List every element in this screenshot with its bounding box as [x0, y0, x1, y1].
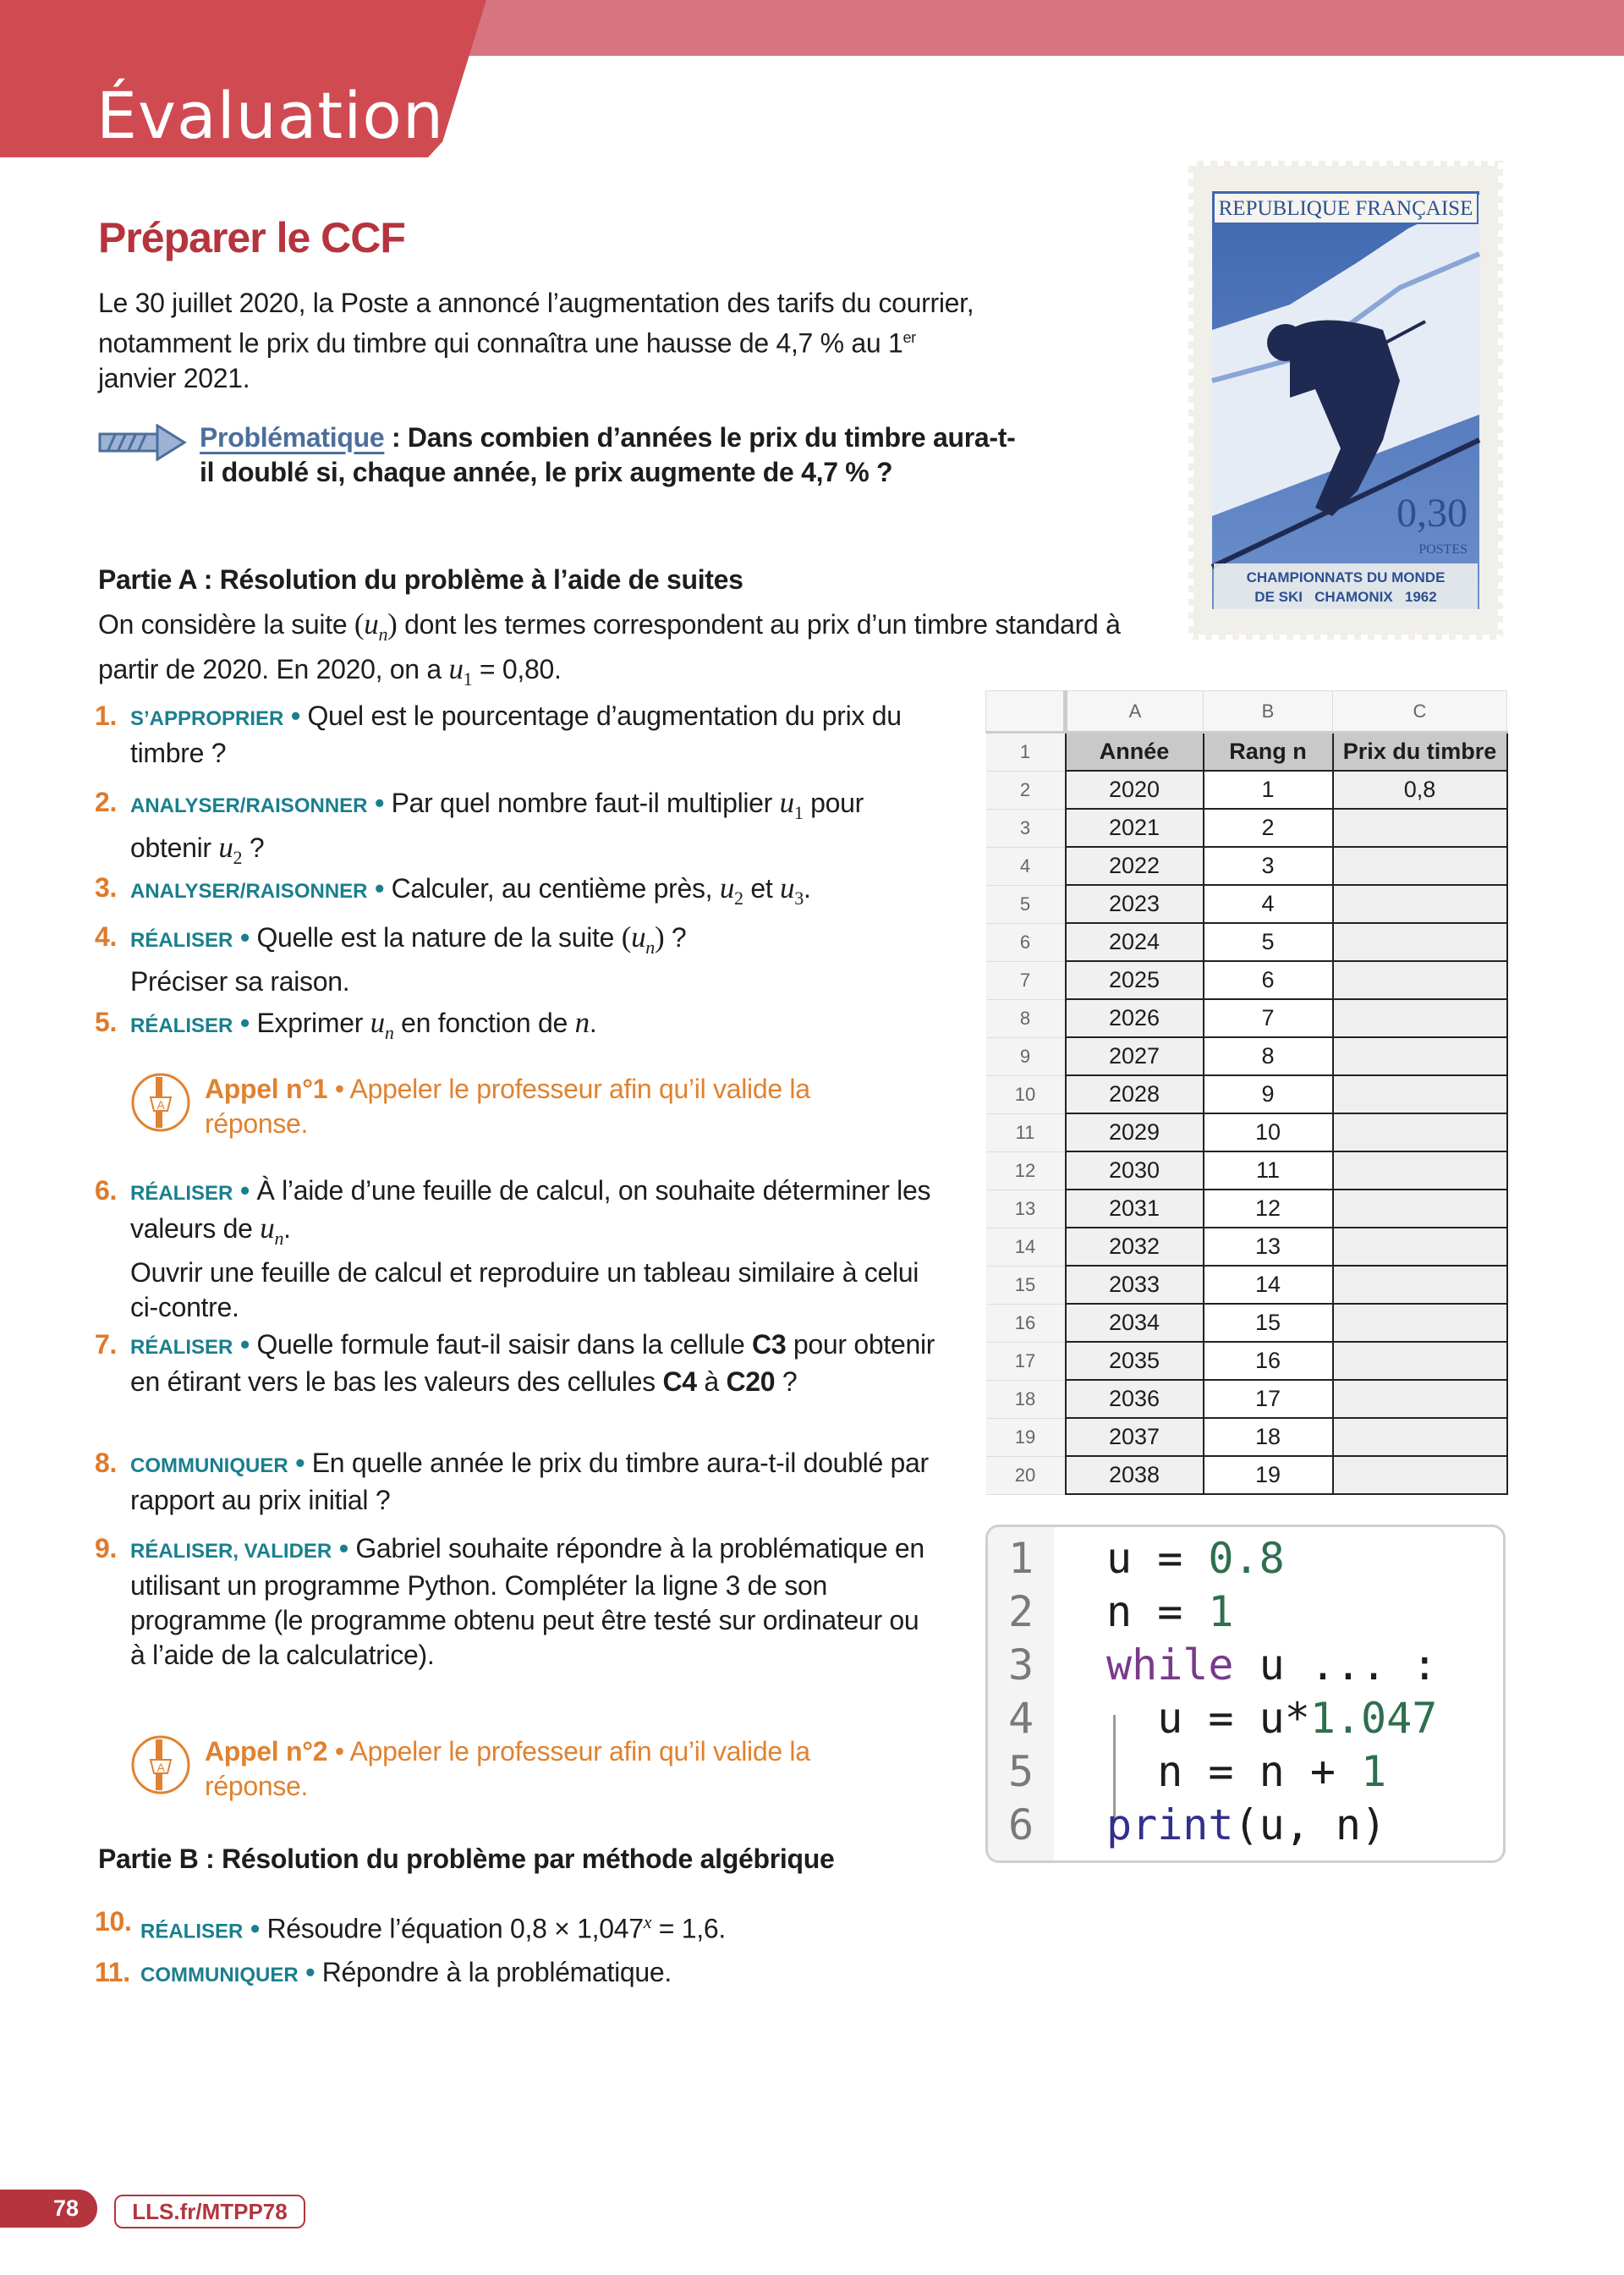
- table-cell: 2035: [1066, 1342, 1204, 1380]
- corner-cell: [986, 691, 1066, 733]
- table-cell: 2032: [1066, 1228, 1204, 1266]
- row-number: 15: [986, 1266, 1066, 1304]
- section-title: Évaluation: [96, 78, 445, 153]
- table-cell: 2027: [1066, 1037, 1204, 1075]
- question-1: 1. S’APPROPRIER • Quel est le pourcentage d’augmentation du prix du timbre ?: [95, 701, 902, 768]
- question-3: 3. ANALYSER/RAISONNER • Calculer, au centième près, $u_2$ et $u_3$.: [95, 871, 811, 909]
- line-number: 6: [1007, 1800, 1034, 1849]
- ski-stamp-image: [1188, 161, 1503, 640]
- table-cell: 2025: [1066, 961, 1204, 999]
- code-line-1: u = 0.8: [1106, 1534, 1285, 1583]
- table-cell: [1333, 1151, 1507, 1190]
- table-cell: 2026: [1066, 999, 1204, 1037]
- python-code-block: [985, 1525, 1506, 1863]
- table-cell: 14: [1204, 1266, 1333, 1304]
- column-header-row: [986, 691, 1507, 733]
- question-9: 9. RÉALISER, VALIDER • Gabriel souhaite répondre à la problématique en utilisant un programme Python. Compléter la ligne 3 de son programme (le programme obtenu peut être testé sur ordinateur ou à l’aide de la calculatrice).: [95, 1533, 924, 1670]
- table-row: [986, 1304, 1507, 1342]
- table-row: [986, 1151, 1507, 1190]
- row-number: 5: [986, 885, 1066, 923]
- row-number: 9: [986, 1037, 1066, 1075]
- part-b-title: Partie B : Résolution du problème par méthode algébrique: [98, 1844, 835, 1874]
- table-row: [986, 771, 1507, 809]
- header-cell: Prix du timbre: [1333, 733, 1507, 772]
- table-row: [986, 1418, 1507, 1456]
- table-cell: 7: [1204, 999, 1333, 1037]
- table-cell: 5: [1204, 923, 1333, 961]
- table-cell: 4: [1204, 885, 1333, 923]
- table-cell: [1333, 1304, 1507, 1342]
- table-row: [986, 1456, 1507, 1494]
- table-cell: 19: [1204, 1456, 1333, 1494]
- table-row: [986, 1037, 1507, 1075]
- table-cell: 2028: [1066, 1075, 1204, 1113]
- table-cell: [1333, 1418, 1507, 1456]
- line-number: 3: [1007, 1640, 1034, 1690]
- table-row: [986, 1266, 1507, 1304]
- table-row: [986, 961, 1507, 999]
- column-header-C: C: [1333, 691, 1507, 733]
- table-cell: 9: [1204, 1075, 1333, 1113]
- row-number: 13: [986, 1190, 1066, 1228]
- table-cell: 2031: [1066, 1190, 1204, 1228]
- row-number: 12: [986, 1151, 1066, 1190]
- question-5: 5. RÉALISER • Exprimer $u_n$ en fonction de n.: [95, 1006, 597, 1043]
- row-number: 8: [986, 999, 1066, 1037]
- table-cell: [1333, 923, 1507, 961]
- table-cell: 2029: [1066, 1113, 1204, 1151]
- table-row: [986, 1113, 1507, 1151]
- table-cell: [1333, 847, 1507, 885]
- table-cell: [1333, 961, 1507, 999]
- row-number: 10: [986, 1075, 1066, 1113]
- stamp-caption-1: CHAMPIONNATS DU MONDE: [1246, 569, 1446, 585]
- row-number: 20: [986, 1456, 1066, 1494]
- part-a-title: Partie A : Résolution du problème à l’aide de suites: [98, 564, 743, 595]
- line-number: 2: [1007, 1587, 1034, 1636]
- appel-1: A Appel n°1 • Appeler le professeur afin qu’il valide la réponse.: [130, 1072, 908, 1141]
- header-cell: Année: [1066, 733, 1204, 772]
- row-number: 11: [986, 1113, 1066, 1151]
- code-line-2: n = 1: [1106, 1587, 1234, 1636]
- line-number: 5: [1007, 1747, 1034, 1796]
- spreadsheet-table: [985, 690, 1508, 1495]
- table-row: [986, 923, 1507, 961]
- teacher-call-icon: [130, 1734, 191, 1795]
- row-number: 18: [986, 1380, 1066, 1418]
- row-number: 19: [986, 1418, 1066, 1456]
- part-a-text: On considère la suite $(u_n)$ dont les termes correspondent au prix d’un timbre standard à partir de 2020. En 2020, on a $u_1 = 0,80$.: [98, 607, 1121, 690]
- header-cell: Rang n: [1204, 733, 1333, 772]
- table-cell: 6: [1204, 961, 1333, 999]
- table-cell: 2030: [1066, 1151, 1204, 1190]
- row-number: 7: [986, 961, 1066, 999]
- table-cell: 2033: [1066, 1266, 1204, 1304]
- table-cell: [1333, 1228, 1507, 1266]
- table-cell: 0,8: [1333, 771, 1507, 809]
- line-number: 1: [1007, 1534, 1034, 1583]
- table-cell: 17: [1204, 1380, 1333, 1418]
- teacher-call-icon: [130, 1072, 191, 1133]
- stamp-caption-2: DE SKI CHAMONIX 1962: [1254, 589, 1437, 605]
- table-cell: [1333, 1190, 1507, 1228]
- question-7: 7. RÉALISER • Quelle formule faut-il saisir dans la cellule C3 pour obtenir en étirant vers le bas les valeurs des cellules C4 à C20 ?: [95, 1329, 935, 1397]
- row-number: 3: [986, 809, 1066, 847]
- table-row: [986, 847, 1507, 885]
- table-row: [986, 1190, 1507, 1228]
- stamp-value: 0,30: [1396, 491, 1468, 536]
- table-row: [986, 809, 1507, 847]
- table-row: [986, 1075, 1507, 1113]
- table-cell: [1333, 1075, 1507, 1113]
- table-cell: 2023: [1066, 885, 1204, 923]
- row-number: 6: [986, 923, 1066, 961]
- table-row: [986, 999, 1507, 1037]
- code-line-5: n = n + 1: [1106, 1747, 1387, 1796]
- stamp-postes: POSTES: [1418, 542, 1468, 557]
- table-cell: 12: [1204, 1190, 1333, 1228]
- problematique-label: Problématique: [200, 422, 385, 453]
- table-row: [986, 1380, 1507, 1418]
- table-cell: [1333, 1456, 1507, 1494]
- code-line-3: while u ... :: [1106, 1640, 1438, 1690]
- code-line-4: u = u*1.047: [1106, 1694, 1438, 1743]
- table-row: [986, 1228, 1507, 1266]
- table-cell: [1333, 809, 1507, 847]
- page-title: Préparer le CCF: [98, 214, 405, 261]
- question-8: 8. COMMUNIQUER • En quelle année le prix du timbre aura-t-il doublé par rapport au prix initial ?: [95, 1448, 929, 1515]
- intro-paragraph: Le 30 juillet 2020, la Poste a annoncé l’augmentation des tarifs du courrier, notamment le prix du timbre qui connaîtra une hausse de 4,7 % au 1er janvier 2021.: [98, 288, 974, 393]
- stamp-country: REPUBLIQUE FRANÇAISE: [1218, 197, 1473, 220]
- question-4: 4. RÉALISER • Quelle est la nature de la suite $(u_n)$ ? Préciser sa raison.: [95, 920, 687, 997]
- code-line-6: print(u, n): [1106, 1800, 1387, 1849]
- resource-link[interactable]: LLS.fr/MTPP78: [114, 2195, 305, 2228]
- row-number: 1: [986, 733, 1066, 772]
- table-cell: 2: [1204, 809, 1333, 847]
- table-cell: [1333, 999, 1507, 1037]
- table-row: [986, 1342, 1507, 1380]
- table-cell: [1333, 1113, 1507, 1151]
- table-cell: 2022: [1066, 847, 1204, 885]
- row-number: 4: [986, 847, 1066, 885]
- line-number: 4: [1007, 1694, 1034, 1743]
- page-number: 78: [0, 2190, 97, 2228]
- question-2: 2. ANALYSER/RAISONNER • Par quel nombre faut-il multiplier $u_1$ pour obtenir $u_2$ ?: [95, 786, 864, 868]
- table-cell: 2034: [1066, 1304, 1204, 1342]
- svg-text:A: A: [156, 1761, 165, 1774]
- table-cell: 8: [1204, 1037, 1333, 1075]
- problematique: Problématique : Dans combien d’années le prix du timbre aura-t-il doublé si, chaque année, le prix augmente de 4,7 % ?: [98, 420, 1029, 490]
- table-cell: 2020: [1066, 771, 1204, 809]
- table-cell: 2021: [1066, 809, 1204, 847]
- column-header-A: A: [1066, 691, 1204, 733]
- svg-text:A: A: [156, 1098, 165, 1112]
- table-cell: 2024: [1066, 923, 1204, 961]
- table-cell: [1333, 1380, 1507, 1418]
- arrow-icon: [98, 424, 187, 461]
- table-cell: 11: [1204, 1151, 1333, 1190]
- table-cell: [1333, 1037, 1507, 1075]
- table-cell: 15: [1204, 1304, 1333, 1342]
- table-cell: 16: [1204, 1342, 1333, 1380]
- table-row: [986, 885, 1507, 923]
- table-cell: 18: [1204, 1418, 1333, 1456]
- table-cell: 3: [1204, 847, 1333, 885]
- table-cell: 13: [1204, 1228, 1333, 1266]
- question-6: 6. RÉALISER • À l’aide d’une feuille de calcul, on souhaite déterminer les valeurs de $u_n$. Ouvrir une feuille de calcul et reproduire un tableau similaire à celui ci-contre.: [95, 1175, 931, 1322]
- row-number: 17: [986, 1342, 1066, 1380]
- row-number: 14: [986, 1228, 1066, 1266]
- question-10: 10. RÉALISER • Résoudre l’équation $0,8 \times 1,047^x = 1,6$.: [95, 1906, 726, 1944]
- table-cell: [1333, 1342, 1507, 1380]
- table-cell: 2038: [1066, 1456, 1204, 1494]
- row-number: 16: [986, 1304, 1066, 1342]
- row-number: 2: [986, 771, 1066, 809]
- table-cell: 2037: [1066, 1418, 1204, 1456]
- table-cell: [1333, 885, 1507, 923]
- question-11: 11. COMMUNIQUER • Répondre à la problématique.: [95, 1957, 672, 1987]
- table-cell: [1333, 1266, 1507, 1304]
- table-cell: 1: [1204, 771, 1333, 809]
- table-cell: 2036: [1066, 1380, 1204, 1418]
- column-header-B: B: [1204, 691, 1333, 733]
- table-cell: 10: [1204, 1113, 1333, 1151]
- appel-2: A Appel n°2 • Appeler le professeur afin qu’il valide la réponse.: [130, 1734, 908, 1804]
- table-header-row: [986, 733, 1507, 772]
